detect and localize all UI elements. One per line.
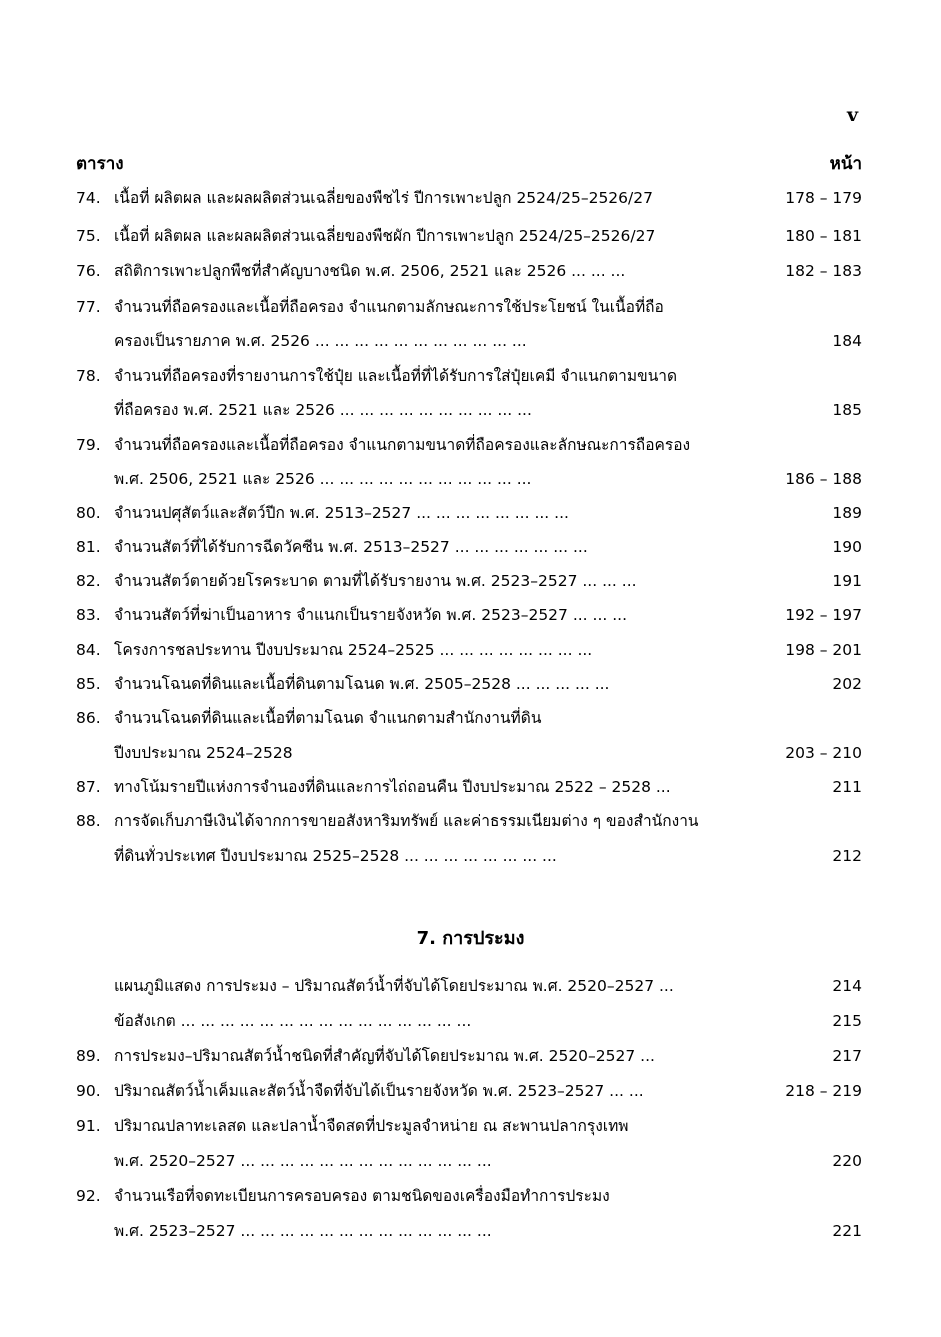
toc-entry <box>76 841 862 871</box>
entry-number: 89. <box>76 1047 101 1065</box>
entry-title: พ.ศ. 2523–2527 ... ... ... ... ... ... ... ... ... ... ... ... ... <box>114 1222 492 1240</box>
entry-page: 185 <box>832 401 862 419</box>
entry-number: 80. <box>76 504 101 522</box>
toc-entry <box>76 221 862 251</box>
entry-number: 81. <box>76 538 101 556</box>
toc-entry <box>76 566 862 596</box>
entry-page: 217 <box>832 1047 862 1065</box>
page-column-header: หน้า <box>829 154 862 174</box>
entry-title: จำนวนปศุสัตว์และสัตว์ปีก พ.ศ. 2513–2527 ... ... ... ... ... ... ... ... <box>114 504 569 522</box>
toc-entry <box>76 1146 862 1176</box>
entry-title: ที่ดินทั่วประเทศ ปีงบประมาณ 2525–2528 ... ... ... ... ... ... ... ... <box>114 847 557 865</box>
entry-title: จำนวนโฉนดที่ดินและเนื้อที่ดินตามโฉนด พ.ศ. 2505–2528 ... ... ... ... ... <box>114 675 610 693</box>
entry-number: 91. <box>76 1117 101 1135</box>
entry-page: 182 – 183 <box>785 262 862 280</box>
entry-page: 198 – 201 <box>785 641 862 659</box>
entry-number: 82. <box>76 572 101 590</box>
entry-number: 76. <box>76 262 101 280</box>
toc-entry <box>76 256 862 286</box>
entry-title: จำนวนโฉนดที่ดินและเนื้อที่ตามโฉนด จำแนกตามสำนักงานที่ดิน <box>114 709 542 727</box>
entry-number: 84. <box>76 641 101 659</box>
entry-page: 189 <box>832 504 862 522</box>
toc-entry <box>76 600 862 630</box>
entry-page: 190 <box>832 538 862 556</box>
entry-page: 202 <box>832 675 862 693</box>
entry-title: จำนวนที่ถือครองที่รายงานการใช้ปุ๋ย และเนื้อที่ที่ได้รับการใส่ปุ๋ยเคมี จำแนกตามขนาด <box>114 367 678 385</box>
entry-title: ปริมาณปลาทะเลสด และปลาน้ำจืดสดที่ประมูลจำหน่าย ณ สะพานปลากรุงเทพ <box>114 1117 629 1135</box>
entry-number: 77. <box>76 298 101 316</box>
entry-number: 78. <box>76 367 101 385</box>
toc-entry <box>76 738 862 768</box>
toc-entry <box>76 430 862 460</box>
toc-entry <box>76 806 862 836</box>
entry-title: พ.ศ. 2520–2527 ... ... ... ... ... ... ... ... ... ... ... ... ... <box>114 1152 492 1170</box>
entry-title: ปีงบประมาณ 2524–2528 <box>114 744 293 762</box>
toc-entry <box>76 1041 862 1071</box>
entry-page: 215 <box>832 1012 862 1030</box>
toc-entry <box>76 971 862 1001</box>
toc-entry <box>76 464 862 494</box>
entry-number: 88. <box>76 812 101 830</box>
toc-entry <box>76 1006 862 1036</box>
toc-entry <box>76 498 862 528</box>
toc-entry <box>76 1076 862 1106</box>
entry-title: แผนภูมิแสดง การประมง – ปริมาณสัตว์น้ำที่จับได้โดยประมาณ พ.ศ. 2520–2527 ... <box>114 977 674 995</box>
entry-title: ทางโน้มรายปีแห่งการจำนองที่ดินและการไถ่ถอนคืน ปีงบประมาณ 2522 – 2528 ... <box>114 778 671 796</box>
entry-page: 184 <box>832 332 862 350</box>
entry-number: 92. <box>76 1187 101 1205</box>
entry-title: จำนวนสัตว์ที่ได้รับการฉีดวัคซีน พ.ศ. 2513–2527 ... ... ... ... ... ... ... <box>114 538 588 556</box>
toc-entry <box>76 703 862 733</box>
entry-number: 87. <box>76 778 101 796</box>
entry-page: 178 – 179 <box>785 189 862 207</box>
table-column-header: ตาราง <box>76 154 124 174</box>
entry-title: จำนวนสัตว์ที่ฆ่าเป็นอาหาร จำแนกเป็นรายจังหวัด พ.ศ. 2523–2527 ... ... ... <box>114 606 628 624</box>
entry-title: ข้อสังเกต ... ... ... ... ... ... ... ... ... ... ... ... ... ... ... <box>114 1012 472 1030</box>
entry-page: 218 – 219 <box>785 1082 862 1100</box>
entry-page: 212 <box>832 847 862 865</box>
entry-title: จำนวนที่ถือครองและเนื้อที่ถือครอง จำแนกตามขนาดที่ถือครองและลักษณะการถือครอง <box>114 436 691 454</box>
section-title: 7. การประมง <box>416 928 525 949</box>
toc-entry <box>76 669 862 699</box>
entry-number: 75. <box>76 227 101 245</box>
entry-title: เนื้อที่ ผลิตผล และผลผลิตส่วนเฉลี่ยของพืชไร่ ปีการเพาะปลูก 2524/25–2526/27 <box>114 189 653 207</box>
toc-entry <box>76 1181 862 1211</box>
entry-page: 191 <box>832 572 862 590</box>
entry-title: การประมง–ปริมาณสัตว์น้ำชนิดที่สำคัญที่จับได้โดยประมาณ พ.ศ. 2520–2527 ... <box>114 1047 655 1065</box>
toc-entry <box>76 326 862 356</box>
entry-page: 186 – 188 <box>785 470 862 488</box>
entry-title: จำนวนที่ถือครองและเนื้อที่ถือครอง จำแนกตามลักษณะการใช้ประโยชน์ ในเนื้อที่ถือ <box>114 298 664 316</box>
entry-number: 74. <box>76 189 101 207</box>
entry-title: การจัดเก็บภาษีเงินได้จากการขายอสังหาริมทรัพย์ และค่าธรรมเนียมต่าง ๆ ของสำนักงาน <box>114 812 699 830</box>
toc-entry <box>76 635 862 665</box>
entry-title: จำนวนสัตว์ตายด้วยโรคระบาด ตามที่ได้รับรายงาน พ.ศ. 2523–2527 ... ... ... <box>114 572 637 590</box>
entry-page: 211 <box>832 778 862 796</box>
entry-page: 221 <box>832 1222 862 1240</box>
toc-entry <box>76 395 862 425</box>
entry-page: 180 – 181 <box>785 227 862 245</box>
toc-entry <box>76 1111 862 1141</box>
entry-page: 192 – 197 <box>785 606 862 624</box>
entry-page: 214 <box>832 977 862 995</box>
toc-entry <box>76 183 862 213</box>
toc-entry <box>76 1216 862 1246</box>
entry-title: โครงการชลประทาน ปีงบประมาณ 2524–2525 ... ... ... ... ... ... ... ... <box>114 641 593 659</box>
entry-title: ที่ถือครอง พ.ศ. 2521 และ 2526 ... ... ... ... ... ... ... ... ... ... <box>114 401 532 419</box>
entry-page: 220 <box>832 1152 862 1170</box>
page-number-roman: v <box>847 104 859 126</box>
entry-title: สถิติการเพาะปลูกพืชที่สำคัญบางชนิด พ.ศ. 2506, 2521 และ 2526 ... ... ... <box>114 262 626 280</box>
entry-title: เนื้อที่ ผลิตผล และผลผลิตส่วนเฉลี่ยของพืชผัก ปีการเพาะปลูก 2524/25–2526/27 <box>114 227 656 245</box>
entry-title: จำนวนเรือที่จดทะเบียนการครอบครอง ตามชนิดของเครื่องมือทำการประมง <box>114 1187 610 1205</box>
entry-number: 79. <box>76 436 101 454</box>
entry-page: 203 – 210 <box>785 744 862 762</box>
entry-number: 90. <box>76 1082 101 1100</box>
entry-number: 83. <box>76 606 101 624</box>
toc-entry <box>76 532 862 562</box>
entry-number: 86. <box>76 709 101 727</box>
toc-entry <box>76 361 862 391</box>
toc-entry <box>76 772 862 802</box>
toc-entry <box>76 292 862 322</box>
entry-title: ปริมาณสัตว์น้ำเค็มและสัตว์น้ำจืดที่จับได้เป็นรายจังหวัด พ.ศ. 2523–2527 ... ... <box>114 1082 644 1100</box>
entry-number: 85. <box>76 675 101 693</box>
entry-title: ครองเป็นรายภาค พ.ศ. 2526 ... ... ... ... ... ... ... ... ... ... ... <box>114 332 527 350</box>
entry-title: พ.ศ. 2506, 2521 และ 2526 ... ... ... ... ... ... ... ... ... ... ... <box>114 470 532 488</box>
